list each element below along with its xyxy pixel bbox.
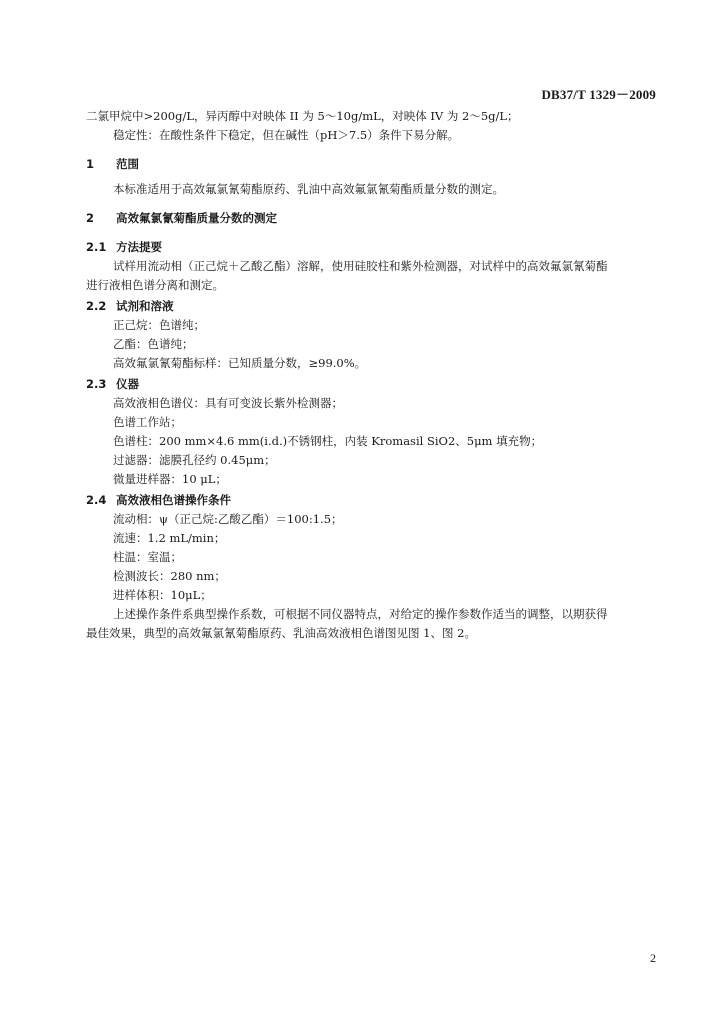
solubility-line: 二氯甲烷中>200g/L，异丙醇中对映体 II 为 5～10g/mL，对映体 IV 为 2～5g/L；	[86, 109, 519, 123]
instrument-item: 过滤器：滤膜孔径约 0.45μm；	[113, 453, 276, 467]
reagent-item: 正己烷：色谱纯；	[113, 318, 205, 332]
operating-note-line2: 最佳效果，典型的高效氟氯氰菊酯原药、乳油高效液相色谱图见图 1、图 2。	[86, 626, 476, 640]
section-2-1-heading	[86, 238, 656, 257]
section-2-4-heading	[86, 491, 656, 510]
section-2-3-heading	[86, 375, 656, 394]
instrument-item: 高效液相色谱仪：具有可变波长紫外检测器；	[113, 396, 343, 410]
document-body	[86, 107, 656, 643]
condition-item: 进样体积：10μL；	[113, 588, 212, 602]
section-2-3-title: 仪器	[116, 377, 139, 391]
condition-item: 检测波长：280 nm；	[113, 569, 226, 583]
section-2-1-number: 2.1	[86, 240, 107, 254]
stability-line: 稳定性：在酸性条件下稳定，但在碱性（pH＞7.5）条件下易分解。	[113, 128, 460, 142]
condition-item: 流动相：ψ（正己烷:乙酸乙酯）＝100:1.5；	[113, 512, 343, 526]
section-2-3-number: 2.3	[86, 377, 107, 391]
section-2-1-text-line2: 进行液相色谱分离和测定。	[86, 278, 224, 292]
condition-item: 流速：1.2 mL/min；	[113, 531, 226, 545]
section-2-heading	[86, 209, 656, 228]
section-2-2-heading	[86, 297, 656, 316]
section-1-heading	[86, 155, 656, 174]
section-2-4-title: 高效液相色谱操作条件	[116, 493, 231, 507]
section-1-text: 本标准适用于高效氟氯氰菊酯原药、乳油中高效氟氯氰菊酯质量分数的测定。	[113, 182, 504, 196]
section-2-number: 2	[86, 211, 95, 225]
page-number: 2	[650, 951, 656, 965]
standard-code-header: DB37/T 1329－2009	[541, 87, 656, 102]
operating-note-line1: 上述操作条件系典型操作系数，可根据不同仪器特点，对给定的操作参数作适当的调整，以期获得	[113, 607, 608, 621]
section-2-title: 高效氟氯氰菊酯质量分数的测定	[116, 211, 277, 225]
section-2-2-number: 2.2	[86, 299, 107, 313]
instrument-item: 微量进样器：10 μL；	[113, 472, 227, 486]
section-2-2-title: 试剂和溶液	[116, 299, 174, 313]
reagent-item: 乙酯：色谱纯；	[113, 337, 194, 351]
instrument-item: 色谱工作站；	[113, 415, 182, 429]
condition-item: 柱温：室温；	[113, 550, 182, 564]
section-2-1-title: 方法提要	[116, 240, 162, 254]
section-2-1-text-line1: 试样用流动相（正己烷＋乙酸乙酯）溶解，使用硅胶柱和紫外检测器，对试样中的高效氟氯氰菊酯	[113, 259, 608, 273]
instrument-item: 色谱柱：200 mm×4.6 mm(i.d.)不锈钢柱，内装 Kromasil SiO2、5μm 填充物；	[113, 434, 543, 448]
section-1-number: 1	[86, 157, 95, 171]
section-2-4-number: 2.4	[86, 493, 107, 507]
reagent-item: 高效氟氯氰菊酯标样：已知质量分数，≥99.0%。	[113, 356, 367, 370]
section-1-title: 范围	[116, 157, 139, 171]
